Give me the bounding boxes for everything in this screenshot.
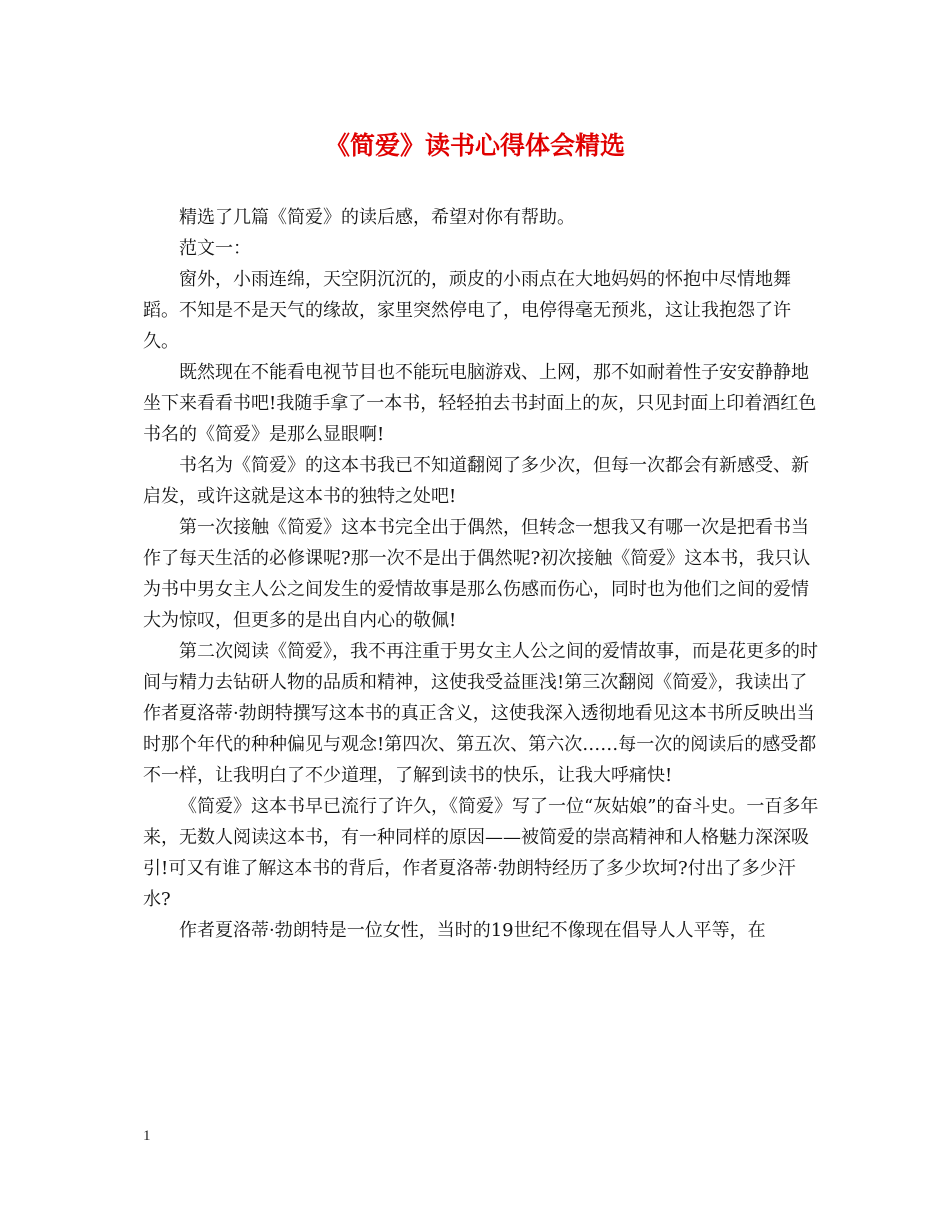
paragraph: 窗外，小雨连绵，天空阴沉沉的，顽皮的小雨点在大地妈妈的怀抱中尽情地舞蹈。不知是不是天气的缘故，家里突然停电了，电停得毫无预兆，这让我抱怨了许久。 xyxy=(143,269,791,352)
document-body xyxy=(143,202,823,946)
paragraph: 《简爱》这本书早已流行了许久，《简爱》写了一位“灰姑娘”的奋斗史。一百多年来，无数人阅读这本书，有一种同样的原因——被简爱的崇高精神和人格魅力深深吸引!可又有谁了解这本书的背后，作者夏洛蒂·勃朗特经历了多少坎坷?付出了多少汗水? xyxy=(143,796,819,910)
paragraph: 精选了几篇《简爱》的读后感，希望对你有帮助。 xyxy=(179,207,575,228)
paragraph: 第二次阅读《简爱》，我不再注重于男女主人公之间的爱情故事，而是花更多的时间与精力去钻研人物的品质和精神，这使我受益匪浅!第三次翻阅《简爱》，我读出了作者夏洛蒂·勃朗特撰写这本书的真正含义，这使我深入透彻地看见这本书所反映出当时那个年代的种种偏见与观念!第四次、第五次、第六次……每一次的阅读后的感受都不一样，让我明白了不少道理，了解到读书的快乐，让我大呼痛快! xyxy=(143,641,818,786)
paragraph: 书名为《简爱》的这本书我已不知道翻阅了多少次，但每一次都会有新感受、新启发，或许这就是这本书的独特之处吧! xyxy=(143,455,809,507)
page-number: 1 xyxy=(143,1128,151,1144)
paragraph: 范文一： xyxy=(179,238,251,259)
paragraph: 既然现在不能看电视节目也不能玩电脑游戏、上网，那不如耐着性子安安静静地坐下来看看书吧!我随手拿了一本书，轻轻拍去书封面上的灰，只见封面上印着酒红色书名的《简爱》是那么显眼啊! xyxy=(143,362,817,445)
paragraph: 第一次接触《简爱》这本书完全出于偶然，但转念一想我又有哪一次是把看书当作了每天生活的必修课呢?那一次不是出于偶然呢?初次接触《简爱》这本书，我只认为书中男女主人公之间发生的爱情故事是那么伤感而伤心，同时也为他们之间的爱情大为惊叹，但更多的是出自内心的敬佩! xyxy=(143,517,811,631)
paragraph: 作者夏洛蒂·勃朗特是一位女性，当时的19世纪不像现在倡导人人平等，在 xyxy=(179,920,766,941)
document-title: 《简爱》读书心得体会精选 xyxy=(324,131,625,160)
